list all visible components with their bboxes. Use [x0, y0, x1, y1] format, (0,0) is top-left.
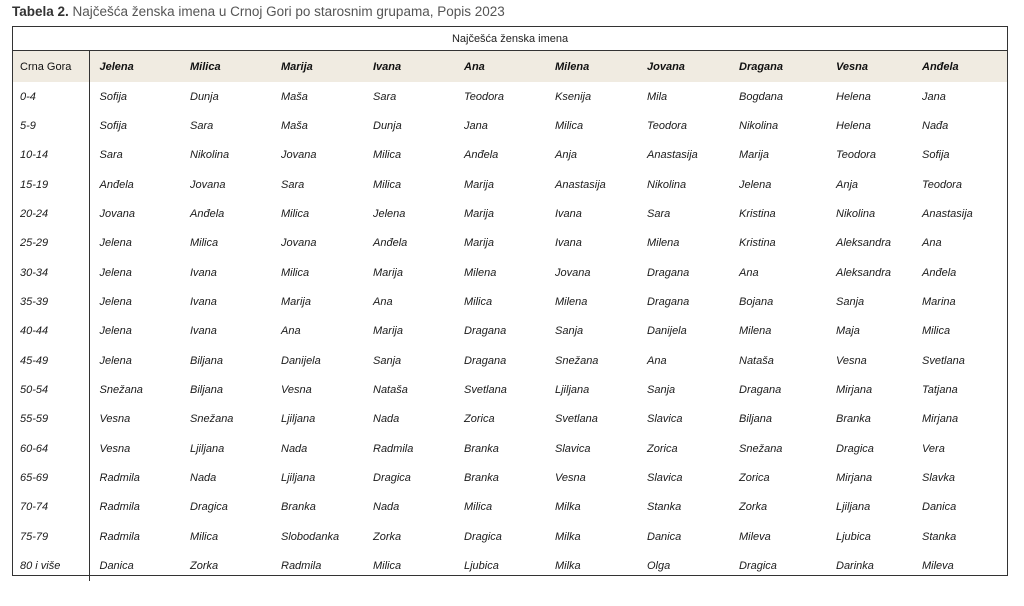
name-cell: Kristina [739, 237, 776, 250]
column-header: Milica [180, 51, 271, 83]
name-cell: Milica [190, 237, 219, 250]
name-cell: Ljiljana [555, 384, 590, 397]
name-cell: Milena [464, 266, 497, 279]
name-cell: Helena [836, 90, 871, 103]
name-cell: Nikolina [647, 178, 687, 191]
name-cell: Jelena [99, 266, 132, 279]
name-cell: Zorka [190, 560, 219, 573]
name-cell: Dragana [739, 384, 782, 397]
name-cell: Mila [647, 90, 668, 103]
table-row [13, 141, 1007, 170]
name-cell: Vera [922, 442, 945, 455]
name-cell: Marija [464, 237, 494, 250]
name-cell: Marija [373, 266, 403, 279]
name-cell: Jelena [373, 208, 406, 221]
name-cell: Radmila [281, 560, 322, 573]
name-cell: Jana [464, 120, 488, 133]
name-cell: Nikolina [190, 149, 230, 162]
name-cell: Zorica [464, 413, 495, 426]
name-cell: Tatjana [922, 384, 958, 397]
name-cell: Anđela [373, 237, 408, 250]
age-group-cell: 55-59 [13, 405, 89, 434]
name-cell: Nataša [739, 354, 774, 367]
name-cell: Dragica [464, 530, 502, 543]
name-cell: Dragana [464, 354, 507, 367]
caption-text: Najčešća ženska imena u Crnoj Gori po starosnim grupama, Popis 2023 [72, 4, 505, 19]
age-group-cell: 45-49 [13, 346, 89, 375]
name-cell: Sofija [99, 120, 128, 133]
name-cell: Teodora [464, 90, 504, 103]
name-cell: Ana [922, 237, 942, 250]
name-cell: Dragica [739, 560, 777, 573]
name-cell: Snežana [739, 442, 783, 455]
table-row [13, 258, 1007, 287]
name-cell: Radmila [99, 530, 140, 543]
name-cell: Stanka [647, 501, 682, 514]
name-cell: Ivana [190, 325, 217, 338]
name-cell: Mileva [922, 560, 954, 573]
column-header: Ana [454, 51, 545, 83]
name-cell: Stanka [922, 530, 957, 543]
name-cell: Ana [281, 325, 301, 338]
name-cell: Sanja [373, 354, 402, 367]
name-cell: Vesna [99, 413, 131, 426]
name-cell: Ljiljana [281, 413, 316, 426]
name-cell: Slavica [555, 442, 591, 455]
age-group-cell: 40-44 [13, 317, 89, 346]
age-group-cell: 65-69 [13, 463, 89, 492]
name-cell: Snežana [190, 413, 234, 426]
name-cell: Darinka [836, 560, 874, 573]
name-cell: Nada [373, 413, 400, 426]
name-cell: Dragica [836, 442, 874, 455]
name-cell: Biljana [739, 413, 773, 426]
table-row [13, 463, 1007, 492]
name-cell: Radmila [99, 501, 140, 514]
name-cell: Anastasija [922, 208, 973, 221]
name-cell: Milena [647, 237, 680, 250]
table-row [13, 229, 1007, 258]
name-cell: Anastasija [555, 178, 606, 191]
name-cell: Biljana [190, 354, 224, 367]
name-cell: Sara [281, 178, 305, 191]
name-cell: Milica [464, 501, 493, 514]
name-cell: Snežana [555, 354, 599, 367]
name-cell: Jovana [190, 178, 226, 191]
column-header: Vesna [826, 51, 912, 83]
age-group-cell: 70-74 [13, 493, 89, 522]
name-cell: Danica [99, 560, 134, 573]
age-group-cell: 25-29 [13, 229, 89, 258]
name-cell: Milica [373, 560, 402, 573]
name-cell: Marija [739, 149, 769, 162]
table-row [13, 199, 1007, 228]
name-cell: Svetlana [464, 384, 507, 397]
name-cell: Anđela [464, 149, 499, 162]
name-cell: Nada [190, 472, 217, 485]
name-cell: Branka [836, 413, 871, 426]
super-header: Najčešća ženska imena [51, 27, 969, 51]
age-group-cell: 60-64 [13, 434, 89, 463]
caption-label: Tabela 2. [12, 4, 69, 19]
names-table-container [12, 26, 1008, 576]
table-caption [12, 4, 505, 19]
name-cell: Danica [922, 501, 957, 514]
name-cell: Branka [464, 472, 499, 485]
table-row [13, 111, 1007, 140]
name-cell: Ana [647, 354, 667, 367]
name-cell: Kristina [739, 208, 776, 221]
table-row [13, 405, 1007, 434]
name-cell: Aleksandra [836, 237, 892, 250]
name-cell: Branka [281, 501, 316, 514]
name-cell: Nataša [373, 384, 408, 397]
age-group-cell: 80 i više [13, 552, 89, 581]
table-row [13, 346, 1007, 375]
name-cell: Sofija [922, 149, 950, 162]
name-cell: Mirjana [836, 384, 873, 397]
name-cell: Maša [281, 120, 308, 133]
name-cell: Vesna [281, 384, 312, 397]
age-group-cell: 5-9 [13, 111, 89, 140]
name-cell: Svetlana [555, 413, 598, 426]
name-cell: Milica [373, 178, 402, 191]
name-cell: Sara [373, 90, 397, 103]
name-cell: Snežana [99, 384, 143, 397]
name-cell: Teodora [836, 149, 876, 162]
name-cell: Jelena [99, 354, 132, 367]
name-cell: Anđela [190, 208, 225, 221]
name-cell: Aleksandra [836, 266, 892, 279]
column-header: Anđela [912, 51, 1007, 83]
name-cell: Milica [373, 149, 402, 162]
name-cell: Milka [555, 501, 581, 514]
name-cell: Milica [281, 266, 310, 279]
name-cell: Jovana [99, 208, 135, 221]
name-cell: Ivana [190, 266, 217, 279]
table-row [13, 82, 1007, 111]
name-cell: Dunja [373, 120, 402, 133]
name-cell: Nada [373, 501, 400, 514]
age-group-cell: 15-19 [13, 170, 89, 199]
name-cell: Slavica [647, 472, 683, 485]
name-cell: Mirjana [836, 472, 873, 485]
name-cell: Ljubica [836, 530, 871, 543]
table-row [13, 434, 1007, 463]
name-cell: Milica [464, 296, 493, 309]
name-cell: Olga [647, 560, 671, 573]
name-cell: Ivana [190, 296, 217, 309]
name-cell: Ljiljana [836, 501, 871, 514]
name-cell: Milica [922, 325, 951, 338]
name-cell: Jelena [99, 237, 132, 250]
name-cell: Milica [555, 120, 584, 133]
name-cell: Marija [464, 208, 494, 221]
name-cell: Jovana [281, 237, 317, 250]
name-cell: Nikolina [739, 120, 779, 133]
table-row [13, 287, 1007, 316]
name-cell: Anđela [99, 178, 134, 191]
age-group-cell: 75-79 [13, 522, 89, 551]
name-cell: Maša [281, 90, 308, 103]
name-cell: Slavka [922, 472, 956, 485]
name-cell: Teodora [922, 178, 962, 191]
age-group-cell: 10-14 [13, 141, 89, 170]
table-row [13, 522, 1007, 551]
name-cell: Danijela [281, 354, 321, 367]
name-cell: Zorka [739, 501, 768, 514]
name-cell: Vesna [836, 354, 867, 367]
name-cell: Dragica [190, 501, 228, 514]
table-row [13, 493, 1007, 522]
name-cell: Anastasija [647, 149, 698, 162]
table-body [13, 82, 1007, 581]
name-cell: Biljana [190, 384, 224, 397]
table-row [13, 170, 1007, 199]
column-header: Dragana [729, 51, 826, 83]
age-group-cell: 20-24 [13, 199, 89, 228]
name-cell: Svetlana [922, 354, 965, 367]
name-cell: Jana [922, 90, 946, 103]
name-cell: Bogdana [739, 90, 784, 103]
name-cell: Milica [281, 208, 310, 221]
name-cell: Anđela [922, 266, 957, 279]
name-cell: Sara [99, 149, 123, 162]
name-cell: Radmila [99, 472, 140, 485]
column-header-region: Crna Gora [13, 51, 89, 83]
name-cell: Ljiljana [190, 442, 225, 455]
age-group-cell: 35-39 [13, 287, 89, 316]
name-cell: Marija [464, 178, 494, 191]
name-cell: Milica [190, 530, 219, 543]
name-cell: Ivana [555, 208, 582, 221]
name-cell: Slavica [647, 413, 683, 426]
name-cell: Ljiljana [281, 472, 316, 485]
column-header: Marija [271, 51, 363, 83]
name-cell: Slobodanka [281, 530, 340, 543]
table-row [13, 552, 1007, 581]
name-cell: Ivana [555, 237, 582, 250]
name-cell: Radmila [373, 442, 414, 455]
super-header-row [13, 27, 1007, 51]
name-cell: Branka [464, 442, 499, 455]
name-cell: Mileva [739, 530, 771, 543]
name-cell: Jelena [739, 178, 772, 191]
name-cell: Zorka [373, 530, 402, 543]
name-cell: Sanja [647, 384, 676, 397]
name-cell: Jelena [99, 325, 132, 338]
name-cell: Jovana [281, 149, 317, 162]
name-cell: Marina [922, 296, 956, 309]
column-header-row [13, 51, 1007, 83]
name-cell: Vesna [555, 472, 586, 485]
name-cell: Anja [836, 178, 859, 191]
column-header: Ivana [363, 51, 454, 83]
name-cell: Sara [647, 208, 671, 221]
name-cell: Marija [373, 325, 403, 338]
age-group-cell: 30-34 [13, 258, 89, 287]
name-cell: Milena [739, 325, 772, 338]
name-cell: Nađa [922, 120, 949, 133]
name-cell: Ana [373, 296, 393, 309]
name-cell: Sanja [555, 325, 584, 338]
names-table [13, 27, 1007, 581]
name-cell: Dragana [464, 325, 507, 338]
name-cell: Dragana [647, 296, 690, 309]
age-group-cell: 0-4 [13, 82, 89, 111]
name-cell: Danica [647, 530, 682, 543]
name-cell: Mirjana [922, 413, 959, 426]
name-cell: Nada [281, 442, 308, 455]
name-cell: Sofija [99, 90, 128, 103]
column-header: Jelena [89, 51, 180, 83]
name-cell: Dragica [373, 472, 411, 485]
name-cell: Sanja [836, 296, 865, 309]
name-cell: Milena [555, 296, 588, 309]
table-row [13, 375, 1007, 404]
name-cell: Helena [836, 120, 871, 133]
name-cell: Nikolina [836, 208, 876, 221]
name-cell: Milka [555, 530, 581, 543]
name-cell: Vesna [99, 442, 131, 455]
name-cell: Dunja [190, 90, 219, 103]
name-cell: Milka [555, 560, 581, 573]
name-cell: Jelena [99, 296, 132, 309]
table-row [13, 317, 1007, 346]
name-cell: Zorica [739, 472, 770, 485]
name-cell: Anja [555, 149, 578, 162]
name-cell: Sara [190, 120, 214, 133]
name-cell: Danijela [647, 325, 687, 338]
name-cell: Dragana [647, 266, 690, 279]
name-cell: Ana [739, 266, 759, 279]
column-header: Milena [545, 51, 637, 83]
name-cell: Zorica [647, 442, 678, 455]
name-cell: Jovana [555, 266, 591, 279]
name-cell: Ljubica [464, 560, 499, 573]
name-cell: Ksenija [555, 90, 592, 103]
name-cell: Teodora [647, 120, 687, 133]
name-cell: Marija [281, 296, 311, 309]
column-header: Jovana [637, 51, 729, 83]
name-cell: Bojana [739, 296, 774, 309]
age-group-cell: 50-54 [13, 375, 89, 404]
name-cell: Maja [836, 325, 860, 338]
